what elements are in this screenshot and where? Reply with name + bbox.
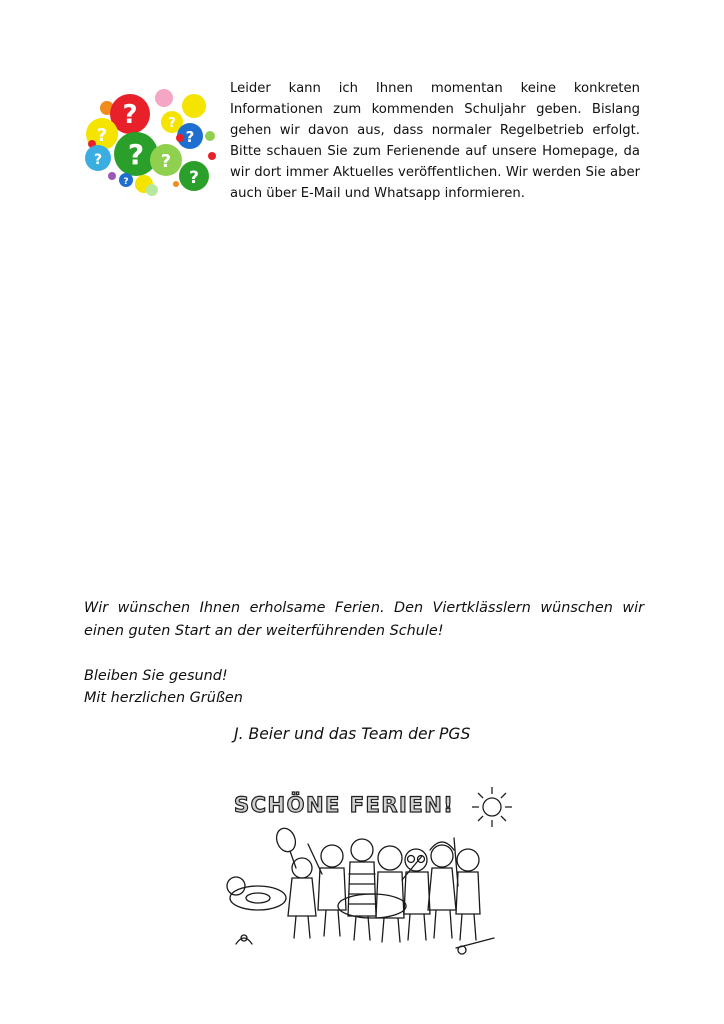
svg-text:?: ? xyxy=(93,152,103,168)
svg-text:?: ? xyxy=(168,116,176,131)
intro-text: Leider kann ich Ihnen momentan keine konkreten Informationen zum kommenden Schuljahr geben. Bislang gehen wir davon aus, dass normaler Regelbetrieb erfolgt. Bitte schauen Sie zum Ferienende auf unsere Homepage, da wir dort immer Aktuelles veröffentlichen. Wir werden Sie aber auch über E-Mail und Whatsapp informieren. xyxy=(230,81,640,201)
svg-text:?: ? xyxy=(160,151,172,172)
sun-icon xyxy=(470,785,514,829)
svg-text:?: ? xyxy=(96,125,108,146)
ferien-title: SCHÖNE FERIEN! xyxy=(234,793,455,817)
children-summer-drawing xyxy=(222,826,500,958)
closing-line-1: Bleiben Sie gesund! xyxy=(84,668,228,684)
question-bubbles-icon xyxy=(82,84,217,196)
signature: J. Beier und das Team der PGS xyxy=(234,725,471,743)
svg-text:?: ? xyxy=(189,168,199,188)
svg-text:?: ? xyxy=(185,128,195,146)
svg-text:?: ? xyxy=(123,177,129,187)
closing-wishes: Wir wünschen Ihnen erholsame Ferien. Den Viertklässlern wünschen wir einen guten Start an der weiterführenden Schule! xyxy=(84,600,644,639)
svg-text:?: ? xyxy=(127,138,145,171)
svg-text:?: ? xyxy=(122,100,138,130)
closing-line-2: Mit herzlichen Grüßen xyxy=(84,690,243,706)
